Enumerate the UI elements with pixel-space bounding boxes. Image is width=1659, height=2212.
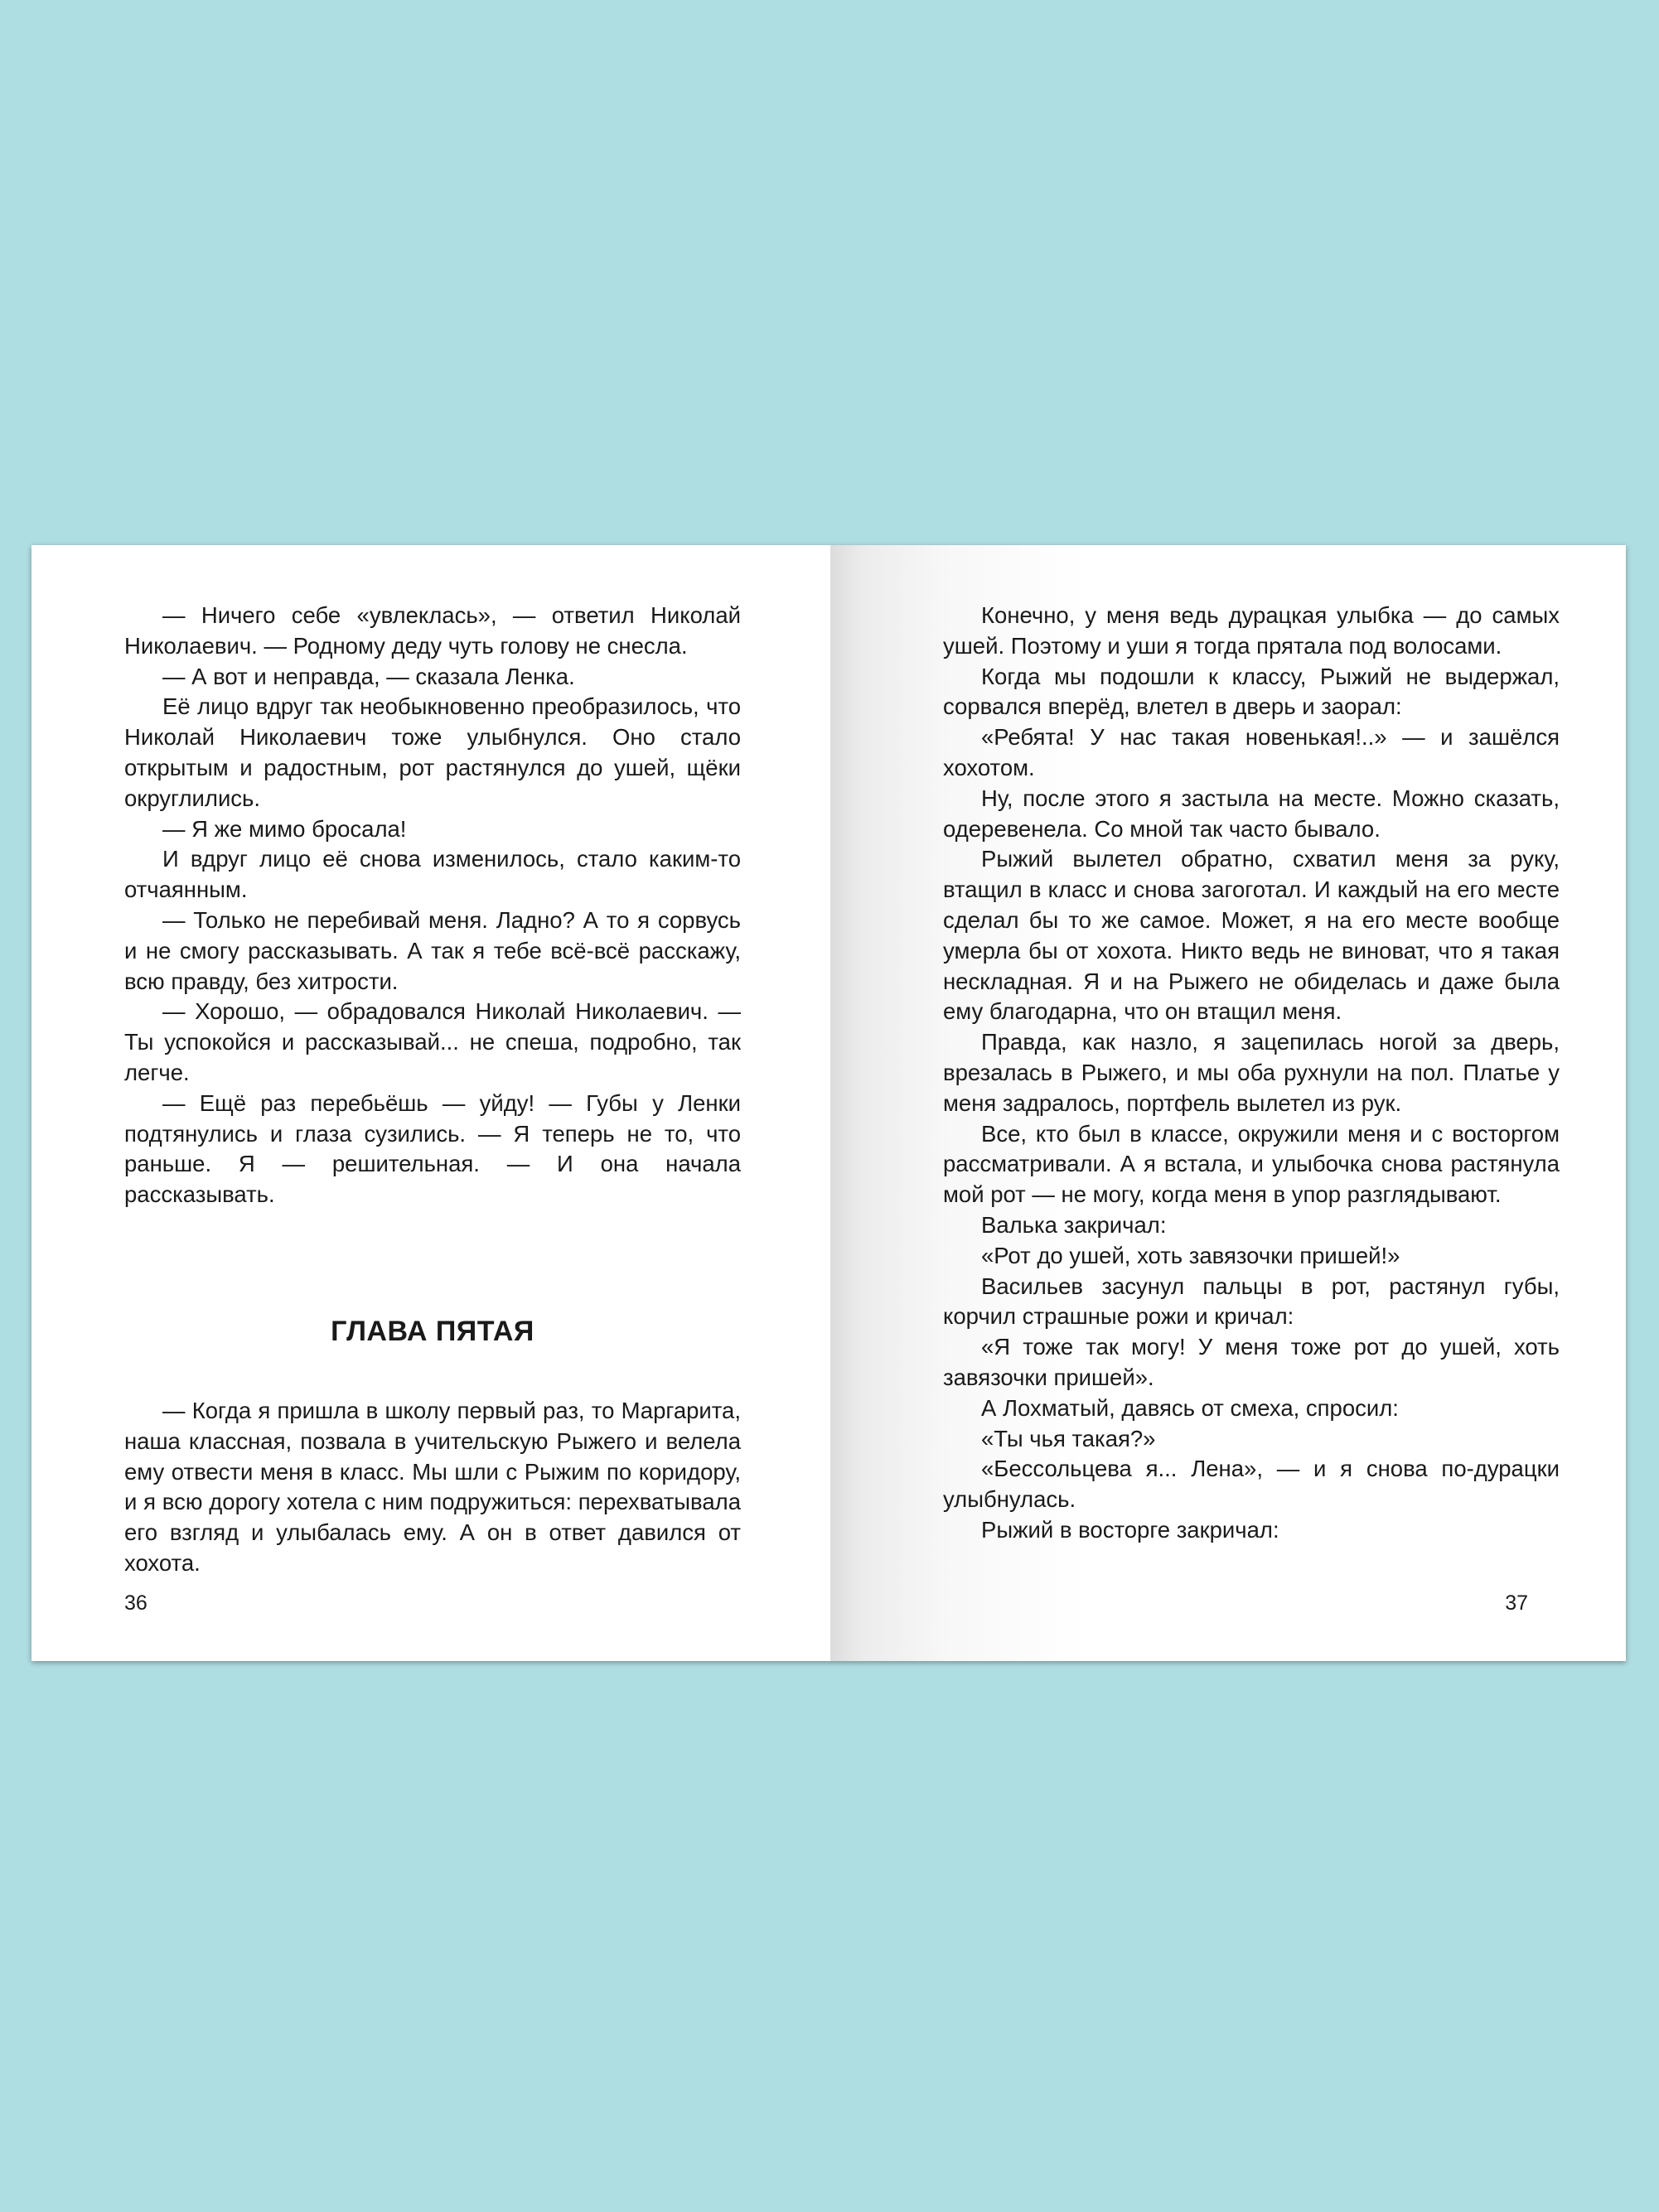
paragraph: Её лицо вдруг так необыкновенно преобразилось, что Николай Николаевич тоже улыбнулся. Оно стало открытым и радостным, рот растянулся до ушей, щёки округлились. <box>124 693 741 811</box>
chapter-text <box>124 1396 741 1579</box>
paragraph: Рыжий вылетел обратно, схватил меня за руку, втащил в класс и снова загоготал. И каждый на его месте сделал бы то же самое. Может, я на его месте вообще умерла бы от хохота. Никто ведь не виноват, что я такая нескладная. Я и на Рыжего не обиделась и даже была ему благодарна, что он втащил меня. <box>943 846 1560 1025</box>
paragraph: — Я же мимо бросала! <box>162 815 407 842</box>
right-page-text <box>943 601 1560 1546</box>
paragraph: Правда, как назло, я зацепилась ногой за дверь, врезалась в Рыжего, и мы оба рухнули на пол. Платье у меня задралось, портфель вылетел из рук. <box>943 1029 1560 1116</box>
paragraph: — Ещё раз перебьёшь — уйду! — Губы у Ленки подтянулись и глаза сузились. — Я теперь не то, что раньше. Я — решительная. — И она начала рассказывать. <box>124 1089 741 1208</box>
paragraph: — Когда я пришла в школу первый раз, то Маргарита, наша классная, позвала в учительскую Рыжего и велела ему отвести меня в класс. Мы шли с Рыжим по коридору, и я всю дорогу хотела с ним подружиться: перехватывала его взгляд и улыбалась ему. А он в ответ давился от хохота. <box>124 1398 741 1576</box>
book-spread <box>31 545 1626 1661</box>
paragraph: Васильев засунул пальцы в рот, растянул губы, корчил страшные рожи и кричал: <box>943 1273 1560 1330</box>
paragraph: Конечно, у меня ведь дурацкая улыбка — до самых ушей. Поэтому и уши я тогда прятала под волосами. <box>943 602 1560 659</box>
left-page-text <box>124 601 741 1210</box>
paragraph: — Ничего себе «увлеклась», — ответил Николай Николаевич. — Родному деду чуть голову не снесла. <box>124 602 741 659</box>
paragraph: Ну, после этого я застыла на месте. Можно сказать, одеревенела. Со мной так часто бывало. <box>943 785 1560 842</box>
paragraph: «Бессольцева я... Лена», — и я снова по-дурацки улыбнулась. <box>943 1456 1560 1513</box>
paragraph: Когда мы подошли к классу, Рыжий не выдержал, сорвался вперёд, влетел в дверь и заорал: <box>943 663 1560 720</box>
paragraph: Рыжий в восторге закричал: <box>981 1516 1279 1543</box>
paragraph: «Рот до ушей, хоть завязочки пришей!» <box>981 1242 1400 1268</box>
page-number: 36 <box>124 1591 148 1615</box>
paragraph: И вдруг лицо её снова изменилось, стало каким-то отчаянным. <box>124 846 741 903</box>
paragraph: — Только не перебивай меня. Ладно? А то я сорвусь и не смогу рассказывать. А так я тебе всё-всё расскажу, всю правду, без хитрости. <box>124 906 741 994</box>
page-number: 37 <box>1505 1591 1528 1615</box>
chapter-title: ГЛАВА ПЯТАЯ <box>331 1316 534 1347</box>
right-page <box>830 545 1626 1661</box>
paragraph: «Ребята! У нас такая новенькая!..» — и зашёлся хохотом. <box>943 724 1560 780</box>
left-page <box>31 545 830 1661</box>
paragraph: — А вот и неправда, — сказала Ленка. <box>162 663 575 689</box>
paragraph: — Хорошо, — обрадовался Николай Николаевич. — Ты успокойся и рассказывай... не спеша, подробно, так легче. <box>124 998 741 1085</box>
paragraph: «Ты чья такая?» <box>981 1425 1156 1451</box>
paragraph: «Я тоже так могу! У меня тоже рот до ушей, хоть завязочки пришей». <box>943 1334 1560 1390</box>
paragraph: Все, кто был в классе, окружили меня и с восторгом рассматривали. А я встала, и улыбочка снова растянула мой рот — не могу, когда меня в упор разглядывают. <box>943 1120 1560 1208</box>
paragraph: Валька закричал: <box>981 1211 1167 1238</box>
paragraph: А Лохматый, давясь от смеха, спросил: <box>981 1394 1399 1421</box>
